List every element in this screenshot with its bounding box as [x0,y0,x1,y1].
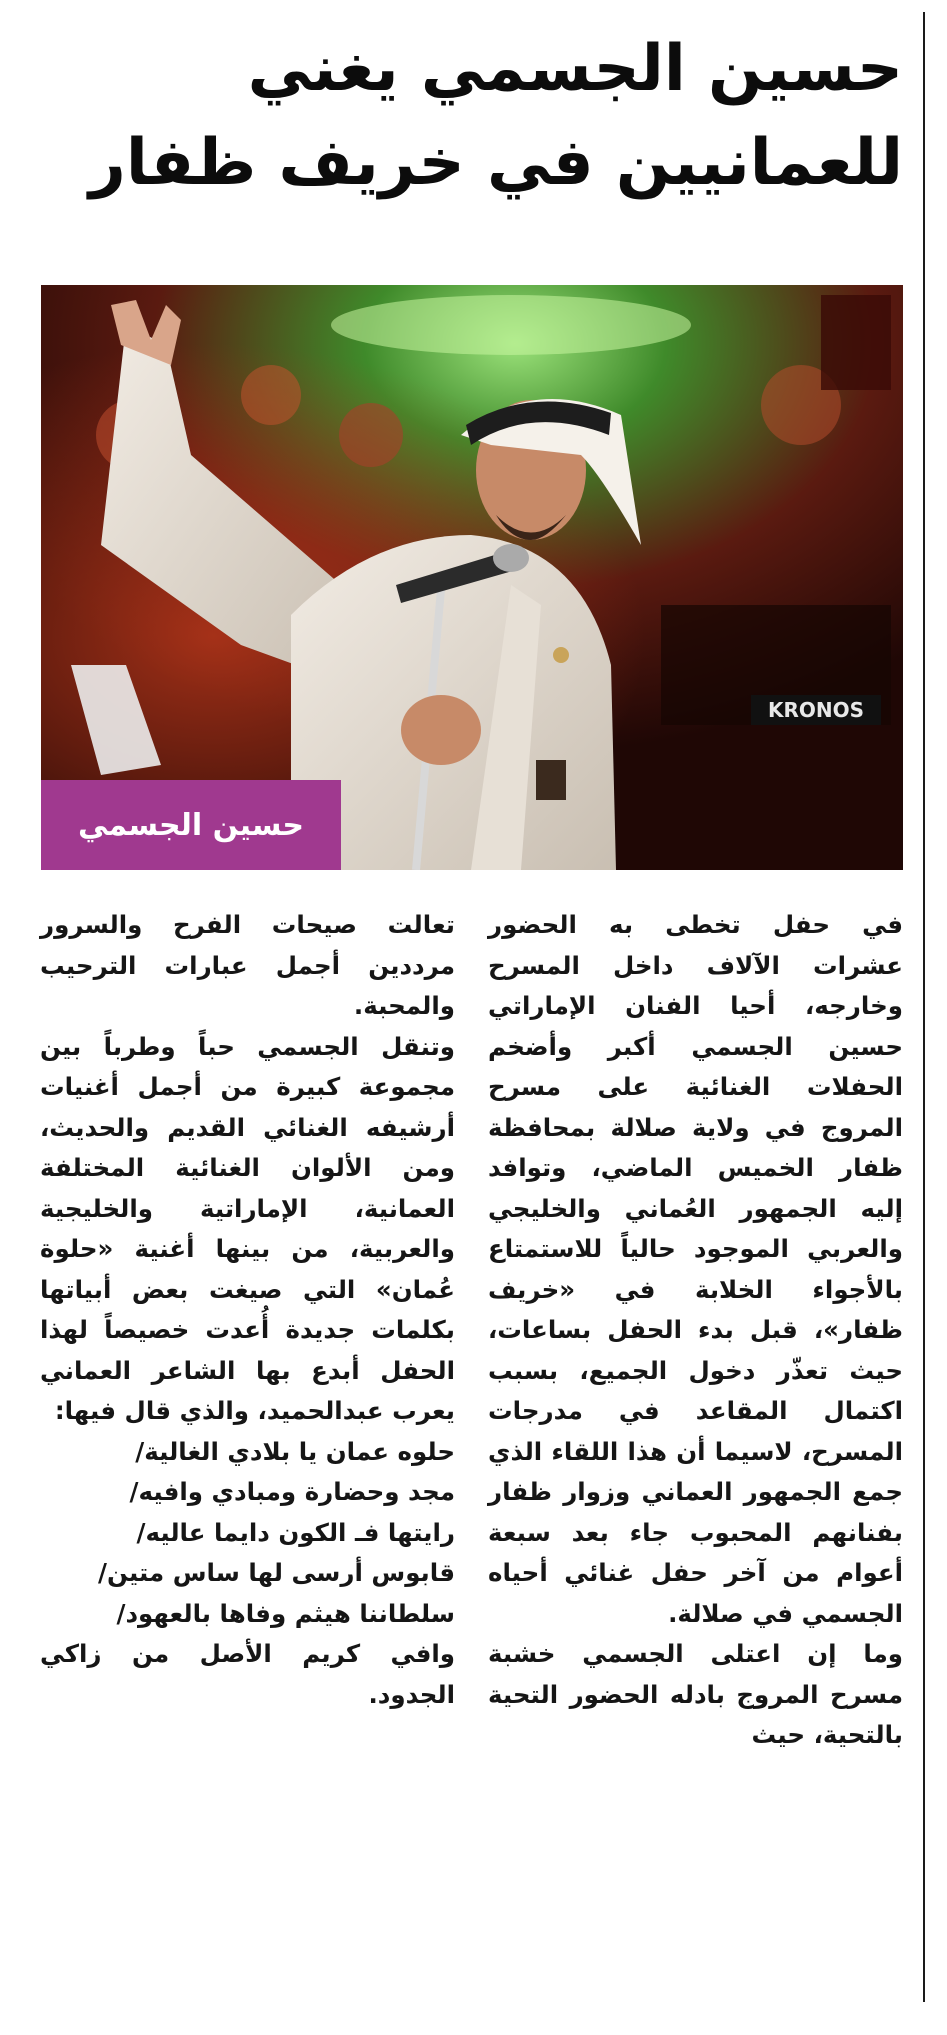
column-rule [923,12,925,2002]
verse-line: حلوه عمان يا بلادي الغالية/ [135,1436,455,1466]
verse-line: قابوس أرسى لها ساس متين/ [98,1558,455,1587]
photo-caption-box [41,780,341,870]
verse-line: رايتها فـ الكون دايما عاليه/ [136,1517,455,1547]
svg-text:KRONOS: KRONOS [767,698,865,722]
article-column-right [488,905,903,1756]
paragraph: تعالت صيحات الفرح والسرور مرددين أجمل عبارات الترحيب والمحبة. [40,910,455,1020]
verse-line: مجد وحضارة ومبادي وافيه/ [129,1477,455,1506]
paragraph: وما إن اعتلى الجسمي خشبة مسرح المروج بادله الحضور التحية بالتحية، حيث [488,1639,903,1749]
article-photo [41,285,903,870]
verse-line: وافي كريم الأصل من زاكي الجدود. [40,1639,455,1709]
photo-caption: حسين الجسمي [78,807,304,843]
paragraph: في حفل تخطى به الحضور عشرات الآلاف داخل المسرح وخارجه، أحيا الفنان الإماراتي حسين الجسمي أكبر وأضخم الحفلات الغنائية على مسرح المروج في ولاية صلالة بمحافظة ظفار الخميس الماضي، وتوافد إليه الجمهور العُماني والخليجي والعربي الموجود حالياً للاستمتاع بالأجواء الخلابة في «خريف ظفار»، قبل بدء الحفل بساعات، حيث تعذّر دخول الجميع، بسبب اكتمال المقاعد في مدرجات المسرح، لاسيما أن هذا اللقاء الذي جمع الجمهور العماني وزوار ظفار بفنانهم المحبوب جاء بعد سبعة أعوام من آخر حفل غنائي أحياه الجسمي في صلالة. [488,910,903,1628]
article-headline: حسين الجسمي يغني للعمانيين في خريف ظفار [89,32,903,200]
verse-line: سلطاننا هيثم وفاها بالعهود/ [116,1598,455,1628]
poem-verses [40,1432,455,1716]
article-column-left [40,905,455,1715]
paragraph: وتنقل الجسمي حباً وطرباً بين مجموعة كبيرة من أجمل أغنيات أرشيفه الغنائي القديم والحديث، ومن الألوان الغنائية المختلفة العمانية، الإماراتية والخليجية والعربية، من بينها أغنية «حلوة عُمان» التي صيغت بعض أبياتها بكلمات جديدة أُعدت خصيصاً لهذا الحفل أبدع بها الشاعر العماني يعرب عبدالحميد، والذي قال فيها: [40,1031,455,1425]
